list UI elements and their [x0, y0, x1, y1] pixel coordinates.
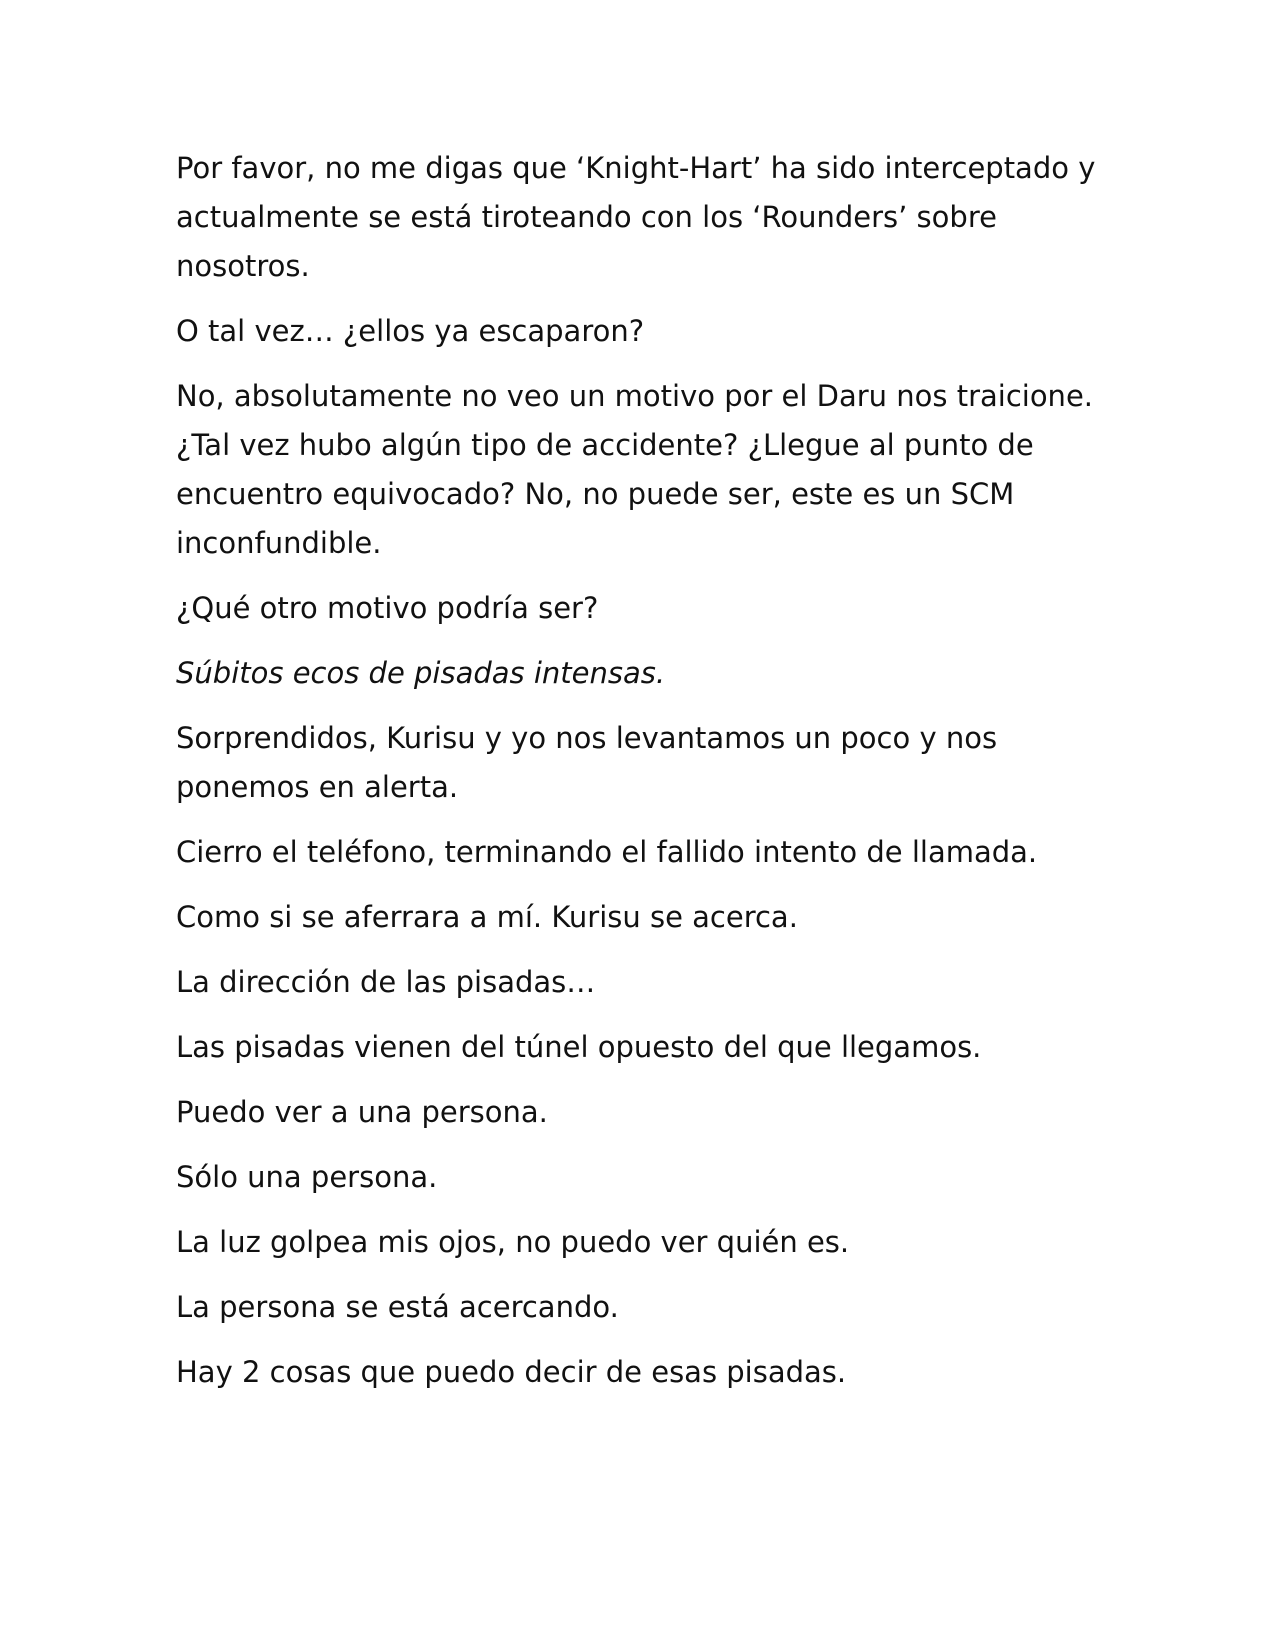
paragraph: La dirección de las pisadas…	[176, 965, 596, 999]
paragraph-italic: Súbitos ecos de pisadas intensas.	[176, 656, 666, 690]
paragraph: La persona se está acercando.	[176, 1290, 619, 1324]
paragraph: La luz golpea mis ojos, no puedo ver quién es.	[176, 1225, 850, 1259]
paragraph: Sorprendidos, Kurisu y yo nos levantamos un poco y nos ponemos en alerta.	[176, 721, 998, 804]
paragraph: Puedo ver a una persona.	[176, 1095, 548, 1129]
paragraph: Sólo una persona.	[176, 1160, 438, 1194]
document-page	[176, 144, 1096, 1413]
paragraph: Hay 2 cosas que puedo decir de esas pisadas.	[176, 1355, 847, 1389]
paragraph: Como si se aferrara a mí. Kurisu se acerca.	[176, 900, 798, 934]
paragraph: Las pisadas vienen del túnel opuesto del que llegamos.	[176, 1030, 982, 1064]
paragraph: Por favor, no me digas que ‘Knight-Hart’ ha sido interceptado y actualmente se está tiroteando con los ‘Rounders’ sobre nosotros.	[176, 151, 1096, 283]
paragraph: O tal vez… ¿ellos ya escaparon?	[176, 314, 645, 348]
paragraph: No, absolutamente no veo un motivo por el Daru nos traicione. ¿Tal vez hubo algún tipo de accidente? ¿Llegue al punto de encuentro equivocado? No, no puede ser, este es un SCM inconfundible.	[176, 379, 1093, 560]
paragraph: Cierro el teléfono, terminando el fallido intento de llamada.	[176, 835, 1038, 869]
paragraph: ¿Qué otro motivo podría ser?	[176, 591, 599, 625]
